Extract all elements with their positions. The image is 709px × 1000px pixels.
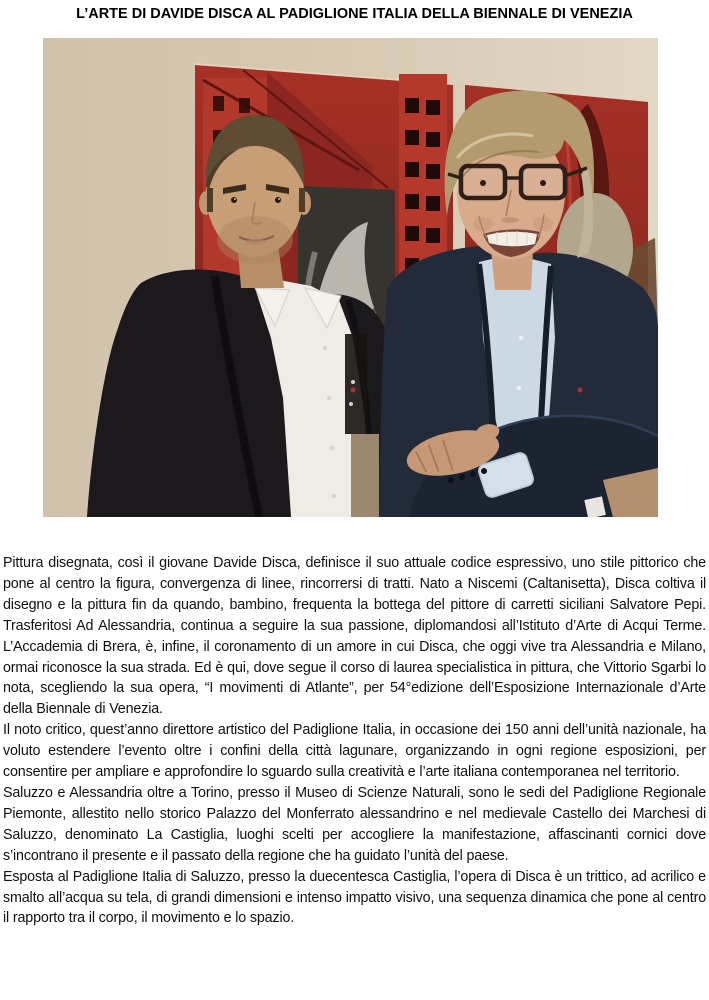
eye <box>480 180 486 186</box>
paragraph-1: Pittura disegnata, così il giovane Davide Disca, definisce il suo attuale codice espressivo, uno stile pittorico che pone al centro la figura, convergenza di linee, rincorrersi di tratti. Nato a Niscemi (Caltanisetta), Disca coltiva il disegno e la pittura fin da quando, bambino, frequenta la bottega del pittore di carretti siciliani Salvatore Pepi. Trasferitosi Ad Alessandria, continua a seguire la sua passione, diplomandosi all’Istituto d’Arte di Acqui Terme. L’Accademia di Brera, è, infine, il coronamento di un amore in cui Disca, che oggi vive tra Alessandria e Milano, ormai riconosce la sua strada. Ed è qui, dove segue il corso di laurea specialistica in pittura, che Vittorio Sgarbi lo nota, scegliendo la sua opera, “I movimenti di Atlante”, per 54°edizione dell’Esposizione Internazionale d’Arte della Biennale di Venezia. <box>3 555 706 718</box>
sideburn <box>207 188 213 212</box>
eye <box>231 197 237 203</box>
paragraph-4: Esposta al Padiglione Italia di Saluzzo, presso la duecentesca Castiglia, l’opera di Disca è un trittico, ad acrilico e smalto all’acqua su tela, di grandi dimensioni e intenso impatto visivo, una sequenza dinamica che pone al centro il rapporto tra il corpo, il movimento e lo spazio. <box>3 868 706 927</box>
sideburn <box>299 188 305 212</box>
article-body <box>3 553 706 929</box>
background-gap <box>351 434 379 517</box>
photo-illustration <box>43 38 658 517</box>
article-photo <box>43 38 658 517</box>
eye <box>540 180 546 186</box>
paragraph-3: Saluzzo e Alessandria oltre a Torino, presso il Museo di Scienze Naturali, sono le sedi del Padiglione Regionale Piemonte, allestito nello storico Palazzo del Monferrato alessandrino e nel medievale Castello dei Marchesi di Saluzzo, denominato La Castiglia, luoghi scelti per accogliere la manifestazione, affascinanti cornici dove s’incontrano il presente e il passato della regione che ha guidato l’unità del paese. <box>3 784 706 864</box>
paragraph-2: Il noto critico, quest’anno direttore artistico del Padiglione Italia, in occasione dei 150 anni dell’unità nazionale, ha voluto estendere l’evento oltre i confini della città lagunare, organizzando in ogni regione esposizioni, per consentire per ampliare e approfondire lo sguardo sulla creatività e l’arte italiana contemporanea nel territorio. <box>3 722 706 781</box>
article-title: L’ARTE DI DAVIDE DISCA AL PADIGLIONE ITALIA DELLA BIENNALE DI VENEZIA <box>76 6 633 22</box>
eye <box>275 197 281 203</box>
